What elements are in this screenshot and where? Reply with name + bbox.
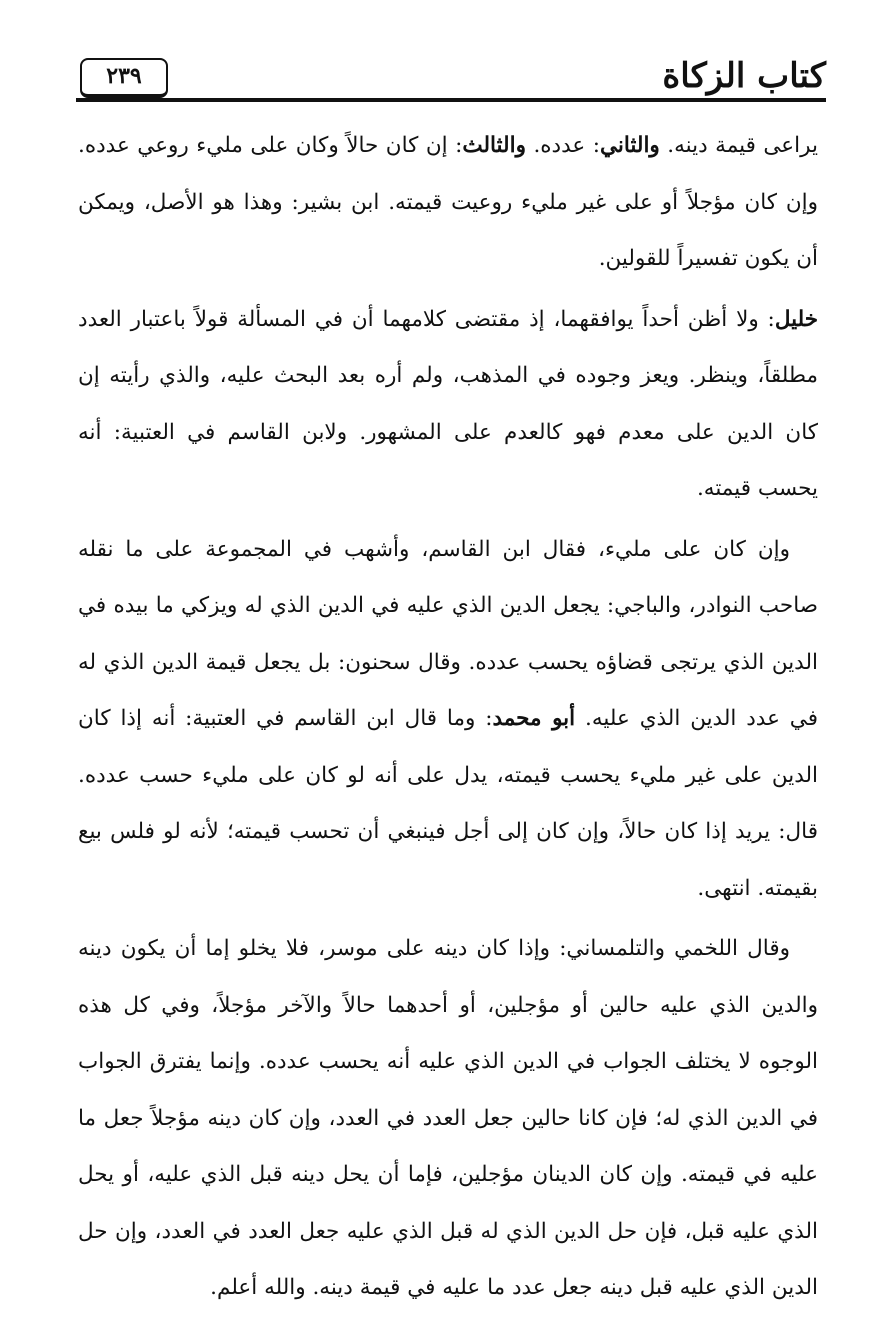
page-header [76,50,826,104]
keyword-khalil: خليل [774,306,818,332]
header-rule [76,98,826,102]
text-span: : إن كان حالاً وكان على مليء روعي عدده. وإن كان مؤجلاً أو على غير مليء روعيت قيمته. ابن بشير: وهذا هو الأصل، ويمكن أن يكون تفسيراً للقولين. [78,133,818,271]
paragraph-4 [78,921,818,1317]
text-span: : وما قال ابن القاسم في العتبية: أنه إذا كان الدين على غير مليء يحسب قيمته، يدل على أنه لو كان على مليء حسب عدده. قال: يريد إذا كان حالاً، وإن كان إلى أجل فينبغي أن تحسب قيمته؛ لأنه لو فلس بيع بقيمته. انتهى. [78,706,818,901]
text-span: وإن كان على مليء، فقال ابن القاسم، وأشهب في المجموعة على ما نقله صاحب النوادر، والباجي: يجعل الدين الذي عليه في الدين الذي له ويزكي ما بيده في الدين الذي يرتجى قضاؤه يحسب عدده. وقال سحنون: بل يجعل قيمة الدين الذي له في عدد الدين الذي عليه. [78,536,818,731]
keyword-second: والثاني [599,133,660,158]
keyword-third: والثالث [462,133,526,158]
page-number: ٢٣٩ [80,58,168,98]
paragraph-2 [78,292,818,518]
paragraph-1 [78,118,818,288]
body-text [78,118,818,1321]
keyword-abu-muhammad: أبو محمد [492,706,576,731]
text-span: يراعى قيمة دينه. [667,133,818,158]
text-span: وقال اللخمي والتلمساني: وإذا كان دينه على موسر، فلا يخلو إما أن يكون دينه والدين الذي عليه حالين أو مؤجلين، أو أحدهما حالاً والآخر مؤجلاً، وفي كل هذه الوجوه لا يختلف الجواب في الدين الذي عليه أنه يحسب عدده. وإنما يفترق الجواب في الدين الذي له؛ فإن كانا حالين جعل العدد في العدد، وإن كان دينه مؤجلاً جعل ما عليه في قيمته. وإن كان الدينان مؤجلين، فإما أن يحل دينه قبل الذي عليه، أو يحل الذي عليه قبل، فإن حل الدين الذي له قبل الذي عليه جعل العدد في العدد، وإن حل الدين الذي عليه قبل دينه جعل عدد ما عليه في قيمة دينه. والله أعلم. [78,936,818,1300]
paragraph-3 [78,522,818,918]
text-span: : عدده. [533,133,600,158]
book-title: كتاب الزكاة [662,56,826,96]
text-span: : ولا أظن أحداً يوافقهما، إذ مقتضى كلامهما أن في المسألة قولاً باعتبار العدد مطلقاً، وينظر. ويعز وجوده في المذهب، ولم أره بعد البحث عليه، والذي رأيته إن كان الدين على معدم فهو كالعدم على المشهور. ولابن القاسم في العتبية: أنه يحسب قيمته. [78,306,818,501]
